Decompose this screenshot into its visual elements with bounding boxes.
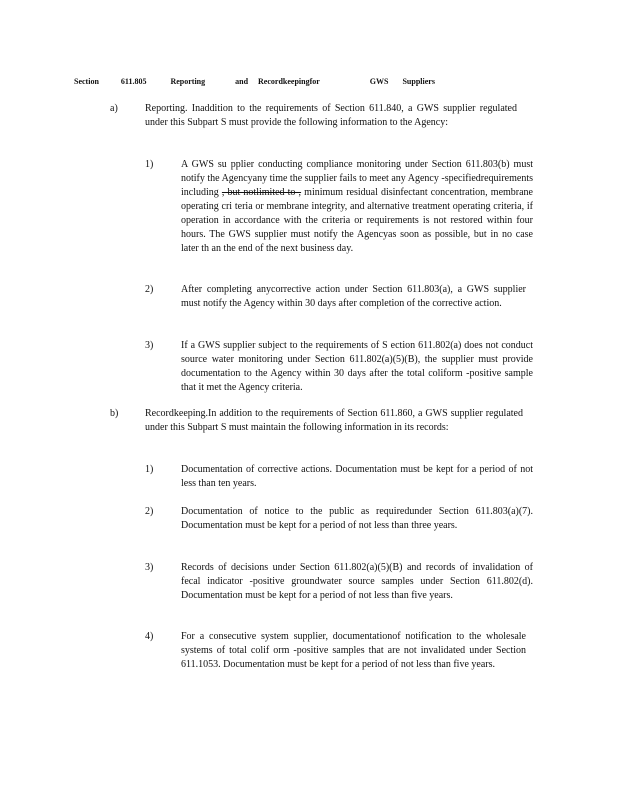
item-b3-text: Records of decisions under Section 611.802(a)(5)(B) and records of invalidation of fecal indicator -positive groundwater source samples under Section 611.802(d). Documentation must be kept for a period of not less than five years.: [181, 562, 533, 601]
subsection-a-text: Reporting. Inaddition to the requirements of Section 611.840, a GWS supplier regulated under this Subpart S must provide the following information to the Agency:: [145, 103, 517, 128]
heading-word-and: and: [235, 77, 249, 86]
item-b3-label: 3): [145, 562, 154, 573]
item-a3-text: If a GWS supplier subject to the requirements of S ection 611.802(a) does not conduct source water monitoring under Section 611.802(a)(5)(B), the supplier must provide documentation to the Agency within 30 days after the total coliform -positive sample that it met the Agency criteria.: [181, 340, 533, 393]
item-b4-label: 4): [145, 631, 154, 642]
item-a1-text-before: A GWS su pplier conducting compliance monitoring under Section 611.803(b) must notify the Agencyany time the supplier fails to meet any Agency -specifiedrequirements including: [181, 159, 533, 198]
heading-section-number: 611.805: [120, 77, 147, 86]
heading-word-gws: GWS: [369, 77, 389, 86]
item-a2-label: 2): [145, 284, 154, 295]
item-b4-text: For a consecutive system supplier, documentationof notification to the wholesale systems of total colif orm -positive samples that are not invalidated under Section 611.1053. Documentation must be kept for a period of not less than five years.: [181, 631, 526, 670]
subsection-a-label: a): [110, 103, 118, 114]
subsection-b-label: b): [110, 408, 119, 419]
item-b1-label: 1): [145, 464, 154, 475]
item-b2-text: Documentation of notice to the public as requiredunder Section 611.803(a)(7). Documentation must be kept for a period of not less than three years.: [181, 506, 533, 531]
subsection-b-text: Recordkeeping.In addition to the requirements of Section 611.860, a GWS supplier regulated under this Subpart S must maintain the following information in its records:: [145, 408, 523, 433]
item-a1-text-after: minimum residual disinfectant concentration, membrane operating cri teria or membrane integrity, and alternative treatment operating criteria, if operation in accordance with the criteria or requirements is not restored within four hours. The GWS supplier must notify the Agencyas soon as possible, but in no case later th an the end of the next business day.: [181, 187, 533, 254]
item-a1-text-struck: , but notlimited to ,: [221, 187, 302, 198]
heading-word-reporting: Reporting: [170, 77, 206, 86]
heading-word-suppliers: Suppliers: [402, 77, 435, 86]
item-a1-label: 1): [145, 159, 154, 170]
item-b1-text: Documentation of corrective actions. Documentation must be kept for a period of not less than ten years.: [181, 464, 533, 489]
item-a3-label: 3): [145, 340, 154, 351]
heading-word-recordkeeping: Recordkeepingfor: [258, 77, 320, 86]
heading-section-word: Section: [74, 77, 99, 86]
section-heading: [74, 75, 435, 89]
item-a2-text: After completing anycorrective action under Section 611.803(a), a GWS supplier must notify the Agency within 30 days after completion of the corrective action.: [181, 284, 526, 309]
item-b2-label: 2): [145, 506, 154, 517]
item-a1-text: [181, 158, 533, 256]
